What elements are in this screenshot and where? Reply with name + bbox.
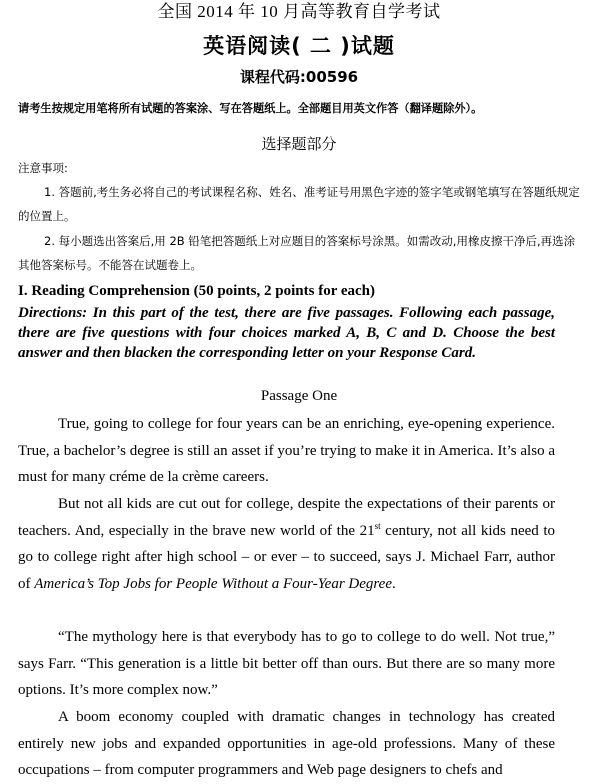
section-title: 选择题部分 — [261, 135, 337, 153]
passage-paragraph-2 — [18, 491, 555, 598]
course-code: 课程代码:00596 — [239, 68, 359, 86]
passage-title: Passage One — [260, 388, 338, 404]
note-item-1: 1. 答题前,考生务必将自己的考试课程名称、姓名、准考证号用黑色字迹的签字笔或钢笔填写在答题纸规定的位置上。 — [18, 185, 580, 223]
notes-heading: 注意事项: — [18, 161, 68, 175]
passage-paragraph-3: “The mythology here is that everybody has to go to college to do well. Not true,” says Farr. “This generation is a little bit better off than ours. But there are so many more options. It’s more complex now.” — [18, 629, 555, 699]
passage-paragraph-4: A boom economy coupled with dramatic changes in technology has created entirely new jobs and expanded opportunities in age-old professions. Many of these occupations – from computer programmers and Web page designers to chefs and — [18, 709, 555, 779]
exam-header: 全国 2014 年 10 月高等教育自学考试 — [157, 2, 441, 21]
paragraph-2-end: . — [392, 576, 396, 593]
book-title: America’s Top Jobs for People Without a Four-Year Degree — [34, 576, 392, 593]
directions: Directions: In this part of the test, there are five passages. Following each passage, there are five questions with four choices marked A, B, C and D. Choose the best answer and then blacken the corresponding letter on your Response Card. — [18, 305, 555, 361]
passage-paragraph-1: True, going to college for four years can be an enriching, eye-opening experience. True, a bachelor’s degree is still an asset if you’re trying to make it in America. It’s also a must for many créme de la crème careers. — [18, 416, 555, 486]
subject-title: 英语阅读( 二 )试题 — [203, 34, 395, 58]
paragraph-2-text-b: century, not all kids need to go to college right after high school – or ever – to succeed, says J. Michael Farr, author of — [18, 522, 556, 593]
note-item-2: 2. 每小题选出答案后,用 2B 铅笔把答题纸上对应题目的答案标号涂黑。如需改动,用橡皮擦干净后,再选涂其他答案标号。不能答在试题卷上。 — [18, 234, 576, 272]
general-instruction: 请考生按规定用笔将所有试题的答案涂、写在答题纸上。全部题目用英文作答（翻译题除外）。 — [18, 102, 483, 115]
paragraph-2-text-a: But not all kids are cut out for college, despite the expectations of their parents or teachers. And, especially in the brave new world of the 21 — [18, 496, 555, 539]
part-heading: I. Reading Comprehension (50 points, 2 points for each) — [18, 283, 375, 299]
superscript-st: st — [374, 520, 381, 531]
